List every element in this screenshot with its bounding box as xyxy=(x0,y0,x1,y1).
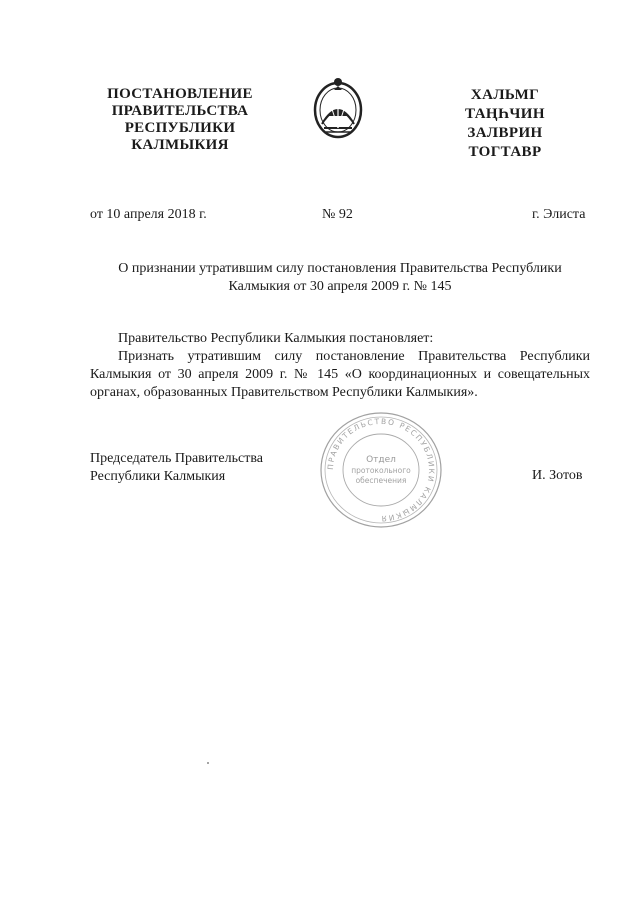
resolution-body: Признать утратившим силу постановление Правительства Республики Калмыкия от 30 апреля 2009 г. № 145 «О координационных и совещательных органах, образованных Правительством Республики Калмыкия». xyxy=(90,349,590,400)
header-kalmyk-line: ТАҢҺЧИН xyxy=(465,106,545,122)
header-ru-line: КАЛМЫКИЯ xyxy=(131,137,229,153)
document-number: № 92 xyxy=(322,207,353,222)
header-ru xyxy=(90,86,270,154)
title-line: Калмыкия от 30 апреля 2009 г. № 145 xyxy=(228,279,452,294)
header-kalmyk xyxy=(450,86,560,162)
document-city: г. Элиста xyxy=(532,207,586,222)
signer-position-line: Председатель Правительства xyxy=(90,451,263,466)
signer-name: И. Зотов xyxy=(532,468,583,483)
stamp-inner-line: протокольного xyxy=(351,466,411,475)
signer-position-line: Республики Калмыкия xyxy=(90,469,226,484)
stamp-inner-line: обеспечения xyxy=(355,476,407,485)
header-kalmyk-line: ЗАЛВРИН xyxy=(467,125,543,141)
document-date: от 10 апреля 2018 г. xyxy=(90,207,207,222)
stamp-outer-text: ПРАВИТЕЛЬСТВО РЕСПУБЛИКИ КАЛМЫКИЯ xyxy=(325,416,437,524)
resolution-intro: Правительство Республики Калмыкия постановляет: xyxy=(118,331,434,346)
kalmykia-emblem-icon xyxy=(312,76,364,142)
document-title xyxy=(90,260,590,296)
scan-speck xyxy=(207,762,209,764)
header-ru-line: ПОСТАНОВЛЕНИЕ xyxy=(107,86,253,102)
header-ru-line: РЕСПУБЛИКИ xyxy=(124,120,236,136)
title-line: О признании утратившим силу постановления Правительства Республики xyxy=(118,261,562,276)
header-kalmyk-line: ХАЛЬМГ xyxy=(470,87,540,103)
signer-position xyxy=(90,450,310,486)
header-ru-line: ПРАВИТЕЛЬСТВА xyxy=(111,103,249,119)
official-stamp-icon xyxy=(318,410,444,530)
stamp-inner-line: Отдел xyxy=(366,455,396,465)
header-kalmyk-line: ТОГТАВР xyxy=(468,144,542,160)
